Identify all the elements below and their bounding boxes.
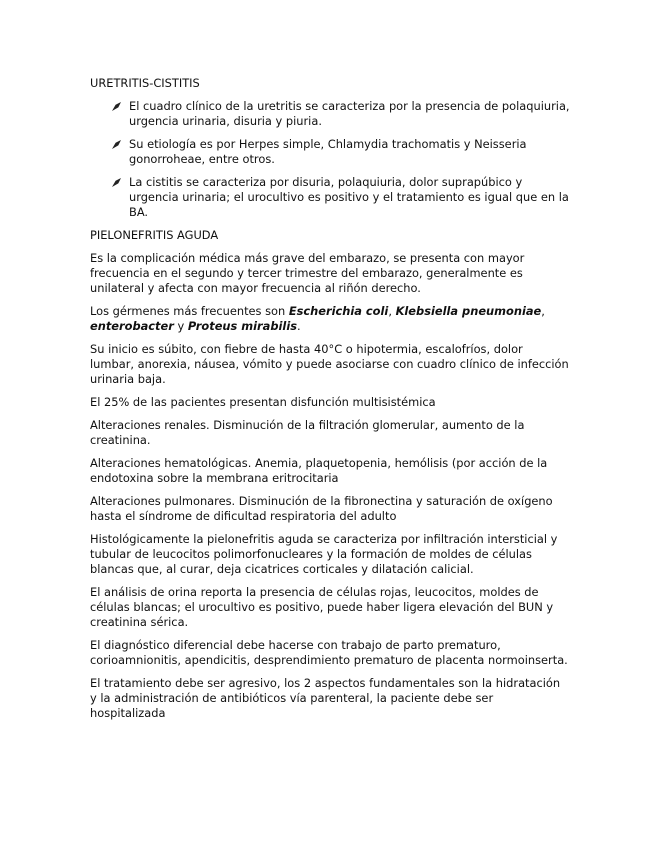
bullet-text: Su etiología es por Herpes simple, Chlamydia trachomatis y Neisseria gonorroheae, entre otros. <box>129 137 527 166</box>
germs-separator: , <box>541 304 545 318</box>
paragraph: Alteraciones renales. Disminución de la filtración glomerular, aumento de la creatinina. <box>90 418 525 447</box>
germ-name: enterobacter <box>90 319 174 333</box>
germs-intro: Los gérmenes más frecuentes son <box>90 304 289 318</box>
symptom-bullet-list <box>90 99 570 220</box>
paragraph: Alteraciones pulmonares. Disminución de la fibronectina y saturación de oxígeno hasta el síndrome de dificultad respiratoria del adulto <box>90 494 553 523</box>
germ-name: Escherichia coli <box>288 304 389 318</box>
diamond-arrow-bullet-icon <box>112 178 121 187</box>
paragraph: Su inicio es súbito, con fiebre de hasta 40°C o hipotermia, escalofríos, dolor lumbar, anorexia, náusea, vómito y puede asociarse con cuadro clínico de infección urinaria baja. <box>90 342 569 386</box>
germs-end: . <box>297 319 301 333</box>
paragraph: Histológicamente la pielonefritis aguda se caracteriza por infiltración intersticial y tubular de leucocitos polimorfonucleares y la formación de moldes de células blancas que, al curar, deja cicatrices corticales y dilatación calicial. <box>90 532 558 576</box>
germs-separator: , <box>388 304 396 318</box>
germs-paragraph <box>90 304 570 334</box>
bullet-text: La cistitis se caracteriza por disuria, polaquiuria, dolor suprapúbico y urgencia urinaria; el urocultivo es positivo y el tratamiento es igual que en la BA. <box>129 175 569 219</box>
paragraph: El análisis de orina reporta la presencia de células rojas, leucocitos, moldes de células blancas; el urocultivo es positivo, puede haber ligera elevación del BUN y creatinina sérica. <box>90 585 554 629</box>
germ-name: Proteus mirabilis <box>187 319 298 333</box>
diamond-arrow-bullet-icon <box>112 140 121 149</box>
paragraph: El tratamiento debe ser agresivo, los 2 aspectos fundamentales son la hidratación y la administración de antibióticos vía parenteral, la paciente debe ser hospitalizada <box>90 676 561 720</box>
bullet-item <box>90 137 570 167</box>
bullet-item <box>90 175 570 220</box>
section-heading-pielonefritis: PIELONEFRITIS AGUDA <box>90 228 219 242</box>
diamond-arrow-bullet-icon <box>112 102 121 111</box>
germs-separator: y <box>173 319 188 333</box>
document-page <box>90 76 570 729</box>
bullet-text: El cuadro clínico de la uretritis se caracteriza por la presencia de polaquiuria, urgencia urinaria, disuria y piuria. <box>129 99 570 128</box>
germ-name: Klebsiella pneumoniae <box>395 304 542 318</box>
paragraph: Es la complicación médica más grave del embarazo, se presenta con mayor frecuencia en el segundo y tercer trimestre del embarazo, generalmente es unilateral y afecta con mayor frecuencia al riñón derecho. <box>90 251 525 295</box>
paragraph: Alteraciones hematológicas. Anemia, plaquetopenia, hemólisis (por acción de la endotoxina sobre la membrana eritrocitaria <box>90 456 548 485</box>
bullet-item <box>90 99 570 129</box>
paragraph: El diagnóstico diferencial debe hacerse con trabajo de parto prematuro, corioamnionitis, apendicitis, desprendimiento prematuro de placenta normoinserta. <box>90 638 568 667</box>
paragraph: El 25% de las pacientes presentan disfunción multisistémica <box>90 395 436 409</box>
section-heading-uretritis: URETRITIS-CISTITIS <box>90 76 200 90</box>
